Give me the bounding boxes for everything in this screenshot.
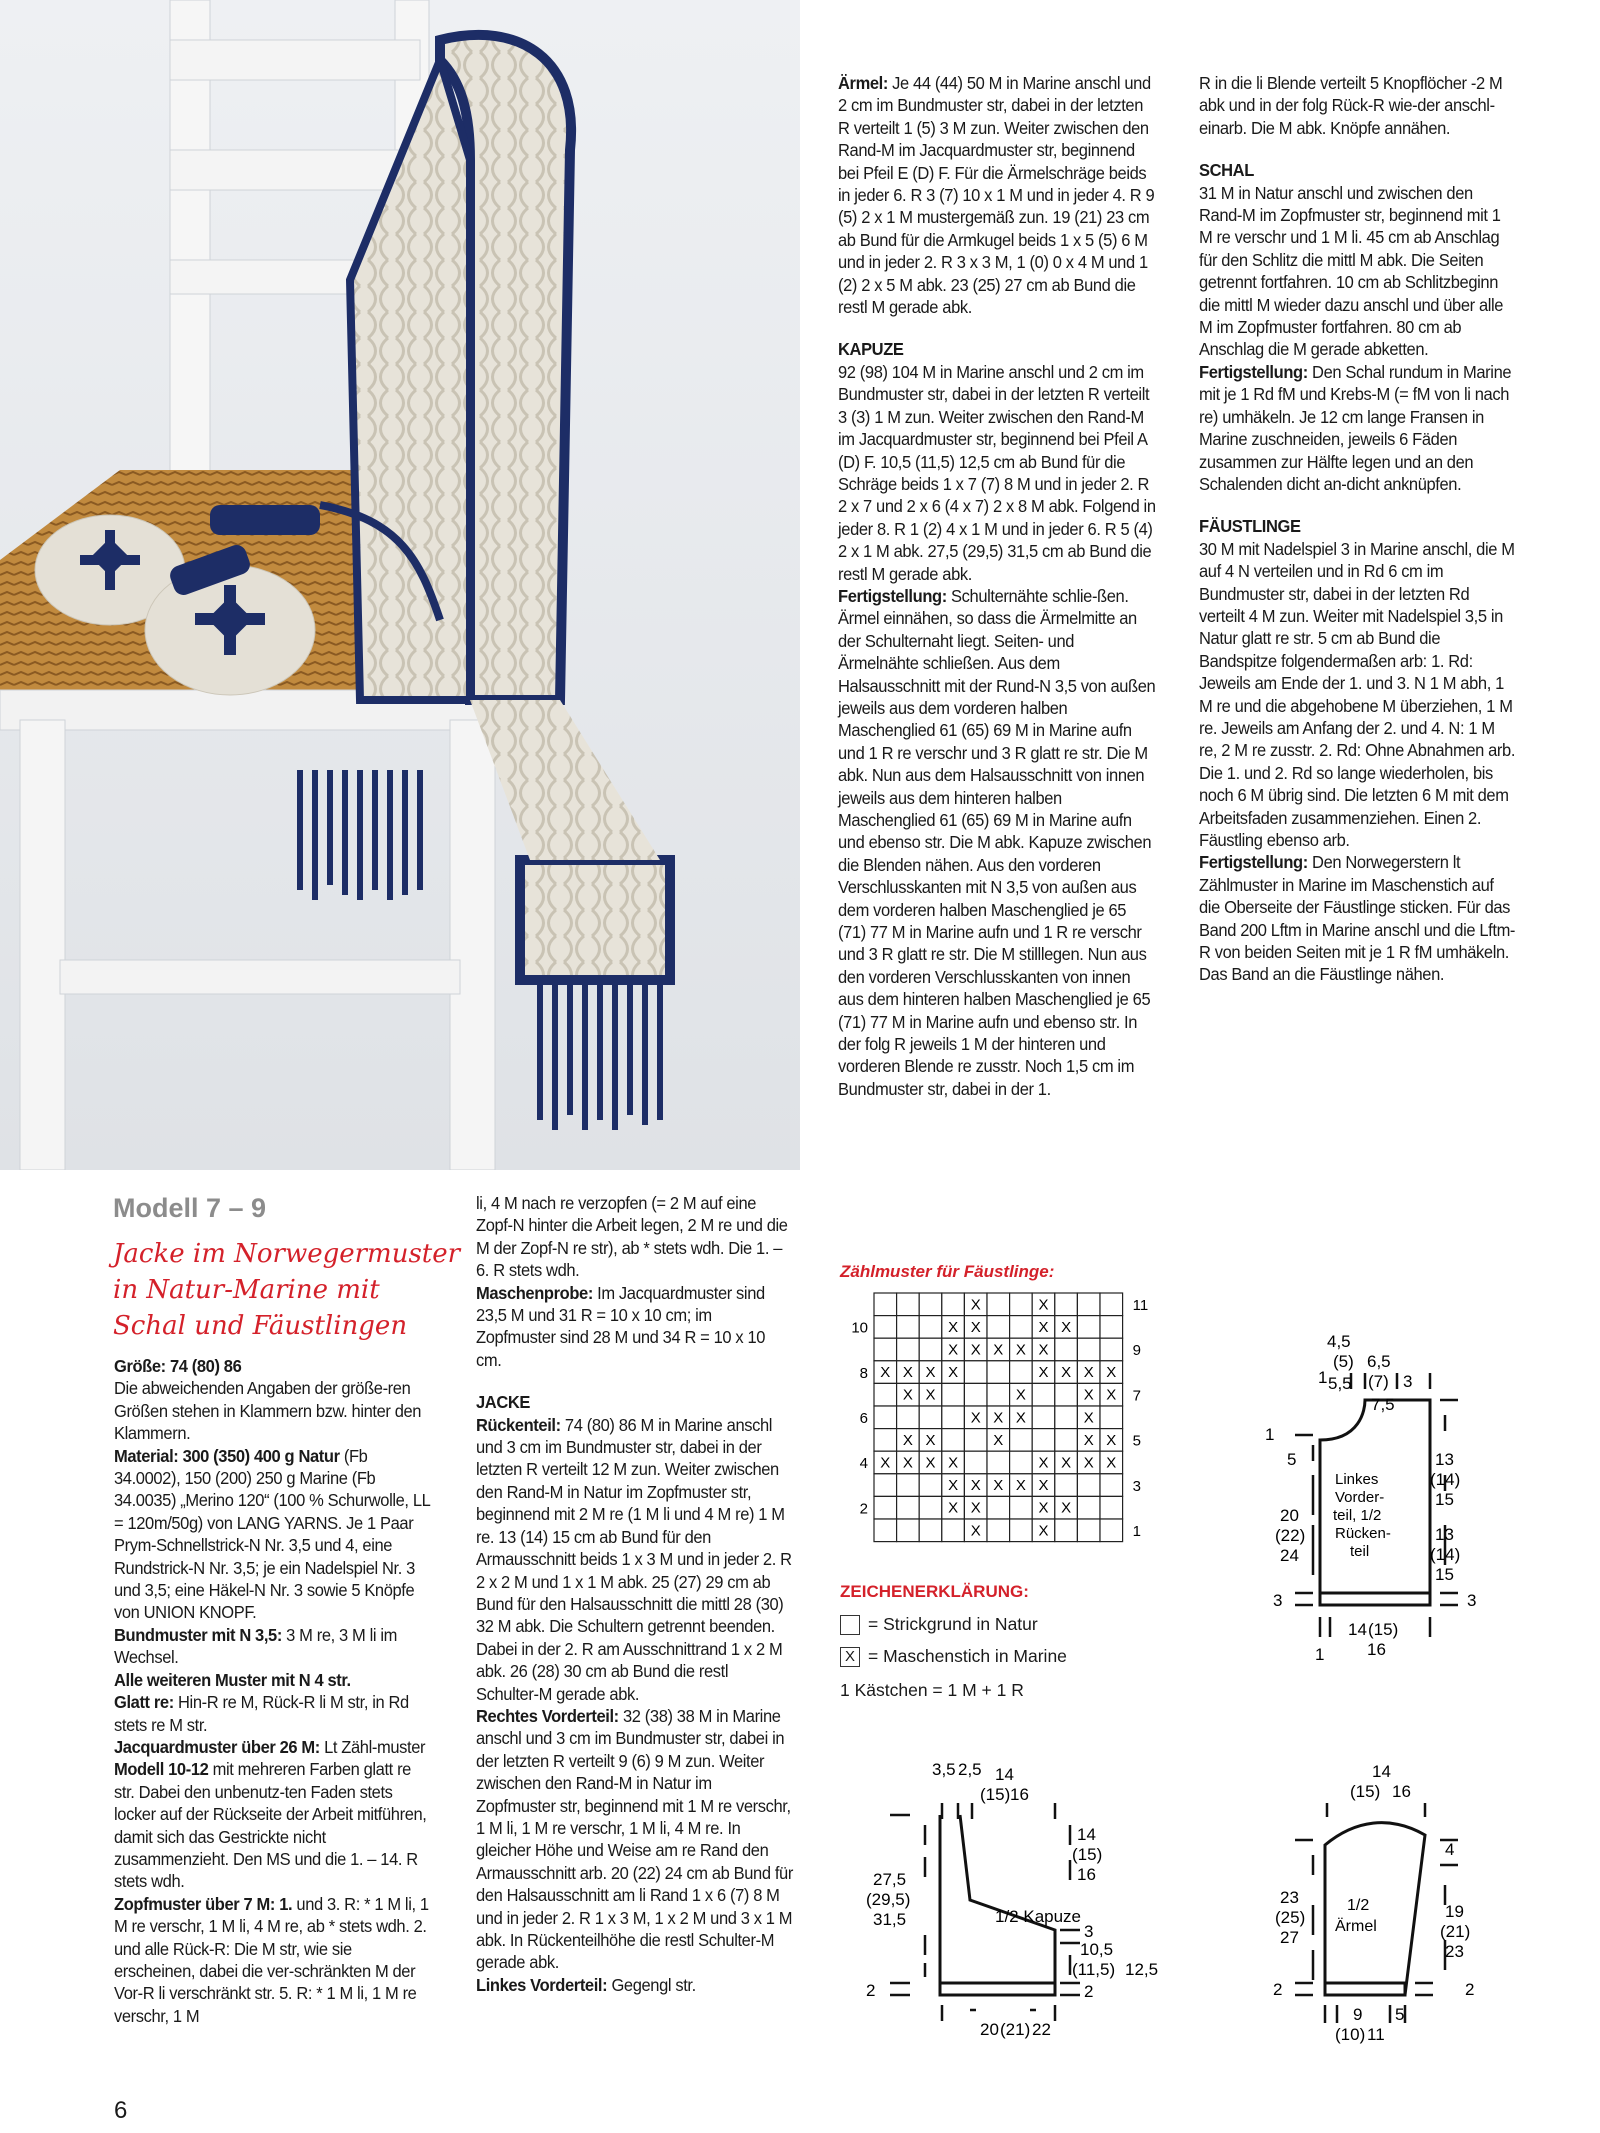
chart-mark: X: [1015, 1341, 1026, 1359]
kapuze-dim: 2: [1084, 1982, 1094, 2001]
chart-cell: [1100, 1316, 1123, 1339]
chart-cell: [874, 1316, 897, 1339]
chart-cell: [1032, 1383, 1055, 1406]
groesse-text: Die abweichenden Angaben der größe-ren Größen stehen in Klammern bzw. hinter den Klammern.: [114, 1378, 422, 1444]
kapuze-dim: 20: [980, 2020, 999, 2039]
vorderteil-dim: 7,5: [1371, 1395, 1395, 1414]
schal-fertigstellung-label: Fertigstellung:: [1199, 361, 1308, 382]
chart-row-label-right: 1: [1132, 1522, 1141, 1540]
legend-blank-swatch: [840, 1615, 860, 1635]
kapuze-dim: 10,5: [1080, 1940, 1114, 1959]
faeustlinge-fertigstellung-text: Den Norwegerstern lt Zählmuster in Marine im Maschenstich auf die Oberseite der Fäustlinge sticken. Für das Band 200 Lftm in Marine anschl und die Lftm-R von beiden Seiten mit je 1 R fM umhäkeln. Das Band an die Fäustlinge nähen.: [1199, 852, 1516, 985]
kapuze-dim: 27,5: [873, 1870, 907, 1889]
chart-cell: [1100, 1519, 1123, 1542]
chart-cell: [874, 1519, 897, 1542]
aermel-dim: 14: [1372, 1762, 1391, 1781]
aermel-dim: 27: [1280, 1928, 1299, 1947]
chart-cell: [897, 1406, 920, 1429]
legend-blank-text: = Strickgrund in Natur: [868, 1614, 1038, 1634]
chart-mark: X: [1083, 1431, 1094, 1449]
vorderteil-dim: 3: [1273, 1591, 1283, 1610]
kapuze-dim: 31,5: [873, 1910, 907, 1929]
chart-cell: [964, 1361, 987, 1384]
column-2: [476, 1192, 794, 1996]
glatt-text: Hin-R re M, Rück-R li M str, in Rd stets re M str.: [114, 1692, 409, 1735]
chart-cell: [1055, 1406, 1078, 1429]
chart-cell: [919, 1338, 942, 1361]
bundmuster-text: 3 M re, 3 M li im Wechsel.: [114, 1624, 398, 1668]
jacquard-model-ref: Modell 10-12: [114, 1759, 209, 1780]
chart-cell: [1077, 1316, 1100, 1339]
jacquard-text: Lt Zähl-muster: [324, 1736, 426, 1757]
chart-cell: [964, 1383, 987, 1406]
maschenprobe-label: Maschenprobe:: [476, 1282, 593, 1303]
vorderteil-dim: 6,5: [1367, 1352, 1391, 1371]
vorderteil-dim: (14): [1430, 1470, 1461, 1489]
chart-row-label-right: 11: [1132, 1296, 1149, 1314]
legend-blank: [840, 1614, 1038, 1635]
chart-cell: [919, 1474, 942, 1497]
chart-mark: X: [1106, 1364, 1117, 1382]
faeustlinge-fertigstellung-label: Fertigstellung:: [1199, 852, 1308, 873]
aermel-label: 1/2: [1347, 1897, 1370, 1914]
section-kapuze: KAPUZE: [838, 339, 904, 360]
chart-mark: X: [1038, 1341, 1049, 1359]
vorderteil-dim: (7): [1368, 1372, 1389, 1391]
legend-x-text: = Maschenstich in Marine: [868, 1646, 1067, 1666]
chart-mark: X: [1038, 1454, 1049, 1472]
chart-mark: X: [1061, 1499, 1072, 1517]
chart-cell: [897, 1316, 920, 1339]
chart-mark: X: [1038, 1522, 1049, 1540]
chart-mark: X: [902, 1454, 913, 1472]
vorderteil-dim: 24: [1280, 1546, 1299, 1565]
column-3: [838, 72, 1156, 1100]
chart-mark: X: [948, 1477, 959, 1495]
aermel-band: [1325, 1983, 1405, 1995]
chart-cell: [942, 1406, 965, 1429]
chart-mark: X: [1083, 1454, 1094, 1472]
section-faeustlinge: FÄUSTLINGE: [1199, 516, 1301, 537]
chart-mark: X: [1083, 1364, 1094, 1382]
chart-mark: X: [970, 1499, 981, 1517]
chart-cell: [1100, 1293, 1123, 1316]
schematic-aermel: [1255, 1755, 1500, 2075]
chart-mark: X: [993, 1477, 1004, 1495]
chart-cell: [874, 1406, 897, 1429]
title-line: Schal und Fäustlingen: [113, 1311, 408, 1341]
chart-row-label-right: 5: [1132, 1432, 1141, 1450]
schematic-kapuze: [840, 1745, 1180, 2045]
model-number: Modell 7 – 9: [113, 1193, 267, 1223]
page-number: 6: [114, 2097, 128, 2124]
aermel-dim: 5: [1395, 2005, 1405, 2024]
aermel-dim: 4: [1445, 1840, 1455, 1859]
legend-x: [840, 1646, 1067, 1667]
chart-mark: X: [902, 1364, 913, 1382]
vorderteil-dim: (15): [1368, 1620, 1399, 1639]
chart-mark: X: [993, 1341, 1004, 1359]
chart-cell: [1100, 1496, 1123, 1519]
rueckenteil-label: Rückenteil:: [476, 1414, 561, 1435]
chart-cell: [1077, 1293, 1100, 1316]
aermel-dim: 9: [1353, 2005, 1363, 2024]
chart-cell: [1055, 1474, 1078, 1497]
vorderteil-dim: 1: [1318, 1368, 1328, 1387]
glatt-label: Glatt re:: [114, 1692, 174, 1713]
rueckenteil-text: 74 (80) 86 M in Marine anschl und 3 cm im Bundmuster str, dabei in der letzten R verteilt 12 M zun. Weiter zwischen den Rand-M in Natur im Zopfmuster str, beginnend mit 2 M re (1 M li und 4 M re) 1 M re. 13 (14) 15 cm ab Bund für den Armausschnitt beids 1 x 3 M und in jeder 2. R 2 x 2 M und 1 x 1 M abk. 25 (27) 29 cm ab Bund für den Halsausschnitt die mittl 28 (30) 32 M abk. Die Schultern getrennt beenden. Dabei in der 2. R am Ausschnittrand 1 x 2 M abk. 26 (28) 30 cm ab Bund die restl Schulter-M gerade abk.: [476, 1414, 792, 1704]
chart-mark: X: [925, 1431, 936, 1449]
chart-mark: X: [948, 1499, 959, 1517]
fertigstellung-text: Schulternähte schlie-ßen. Ärmel einnähen, so dass die Ärmelmitte an der Schulternaht liegt. Seiten- und Ärmelnähte schließen. Aus dem Halsausschnitt mit der Rund-N 3,5 von außen jeweils aus dem vorderen halben Maschenglied 61 (65) 69 M in Marine aufn und 1 R re verschr und 3 R glatt re str. Die M abk. Nun aus dem Halsausschnitt von innen jeweils aus dem hinteren halben Maschenglied 61 (65) 69 M in Marine aufn und ebenso str. Die M abk. Kapuze zwischen die Blenden nähen. Aus den vorderen Verschlusskanten mit N 3,5 von außen aus dem vorderen halben Maschenglied je 65 (71) 77 M in Marine aufn und 1 R re verschr und 3 R glatt re str. Die M stilllegen. Nun aus den vorderen Verschlusskanten von innen aus dem hinteren halben Maschenglied je 65 (71) 77 M in Marine aufn und ebenso str. In der folg R jeweils 1 M der hinteren und vorderen Blende re zusstr. Noch 1,5 cm im Bundmuster str, dabei in der 1.: [838, 585, 1156, 1099]
chart-cell: [1055, 1293, 1078, 1316]
jacquard-label: Jacquardmuster über 26 M:: [114, 1736, 320, 1757]
chart-row-label-left: 6: [859, 1409, 868, 1427]
vorderteil-dim: 15: [1435, 1565, 1454, 1584]
chart-row-label-left: 8: [859, 1364, 868, 1382]
kapuze-dim: 22: [1032, 2020, 1051, 2039]
chart-mark: X: [1106, 1386, 1117, 1404]
aermel-dim: 11: [1367, 2025, 1385, 2044]
chart-cell: [897, 1474, 920, 1497]
vorderteil-label: Linkes: [1335, 1471, 1379, 1488]
aermel-dim: (25): [1275, 1908, 1306, 1927]
chart-cell: [1010, 1293, 1033, 1316]
kapuze-dim: (21): [1000, 2020, 1031, 2039]
chart-cell: [1077, 1474, 1100, 1497]
product-photo: [0, 0, 800, 1170]
chart-cell: [964, 1451, 987, 1474]
vorderteil-dim: 16: [1367, 1640, 1386, 1659]
chart-row-label-left: 10: [851, 1319, 868, 1337]
chart-mark: X: [1038, 1364, 1049, 1382]
chart-mark: X: [993, 1409, 1004, 1427]
vorderteil-label: Vorder-: [1335, 1489, 1385, 1506]
kapuze-dim: 14: [1077, 1825, 1096, 1844]
chart-mark: X: [993, 1431, 1004, 1449]
aermel-outline: [1325, 1823, 1425, 1995]
vorderteil-label: teil: [1350, 1543, 1370, 1560]
legend-x-swatch: X: [840, 1647, 860, 1667]
schematic-vorderteil: [1255, 1325, 1500, 1695]
chart-title: Zählmuster für Fäustlinge:: [840, 1262, 1055, 1281]
chart-mark: X: [970, 1522, 981, 1540]
chart-cell: [942, 1519, 965, 1542]
chart-cell: [874, 1293, 897, 1316]
chart-cell: [964, 1429, 987, 1452]
chart-cell: [874, 1474, 897, 1497]
rechtes-vorderteil-label: Rechtes Vorderteil:: [476, 1705, 619, 1726]
kapuze-dim: (29,5): [866, 1890, 911, 1909]
kapuze-dim: 16: [1077, 1865, 1096, 1884]
chart-mark: X: [970, 1409, 981, 1427]
chart-cell: [874, 1429, 897, 1452]
kapuze-outline: [940, 1815, 1055, 1995]
legend-note: 1 Kästchen = 1 M + 1 R: [840, 1680, 1024, 1700]
chart-mark: X: [1083, 1386, 1094, 1404]
legend-title: ZEICHENERKLÄRUNG:: [840, 1582, 1029, 1601]
title-line: Jacke im Norwegermuster: [113, 1239, 461, 1269]
chart-cell: [987, 1293, 1010, 1316]
schal-fertigstellung-text: Den Schal rundum in Marine mit je 1 Rd fM und Krebs-M (= fM von li nach re) umhäkeln. Je 12 cm lange Fransen in Marine zuschneiden, jeweils 6 Fäden zusammen zur Hälfte legen und an den Schalenden dicht an-dicht anknüpfen.: [1199, 361, 1512, 494]
chart-cell: [1055, 1519, 1078, 1542]
chart-cell: [919, 1316, 942, 1339]
chart-mark: X: [1015, 1409, 1026, 1427]
faeustlinge-text: 30 M mit Nadelspiel 3 in Marine anschl, die M auf 4 N verteilen und in Rd 6 cm im Bundmuster str, dabei in der letzten Rd verteilt 4 M zun. Weiter mit Nadelspiel 3,5 in Natur glatt re str. 5 cm ab Bund die Bandspitze folgendermaßen arb: 1. Rd: Jeweils am Ende der 1. und 3. N 1 M abh, 1 M re und die abgehobene M überziehen, 1 M re. Jeweils am Anfang der 2. und 4. N: 1 M re, 2 M re zusstr. 2. Rd: Ohne Abnahmen arb. Die 1. und 2. Rd so lange wiederholen, bis noch 6 M übrig sind. Die letzten 6 M mit dem Arbeitsfaden zusammenziehen. Einen 2. Fäustling ebenso arb.: [1199, 538, 1516, 850]
chart-cell: [1010, 1451, 1033, 1474]
chart-mark: X: [970, 1341, 981, 1359]
kapuze-dim: 14: [995, 1765, 1014, 1784]
section-jacke: JACKE: [476, 1392, 531, 1413]
chart-mark: X: [902, 1431, 913, 1449]
kapuze-band: [940, 1983, 1055, 1995]
chart-mark: X: [1106, 1431, 1117, 1449]
chart-cell: [942, 1429, 965, 1452]
chart-mark: X: [1061, 1454, 1072, 1472]
chart-cell: [874, 1383, 897, 1406]
chart-mark: X: [1038, 1477, 1049, 1495]
chart-cell: [987, 1451, 1010, 1474]
chart-mark: X: [880, 1364, 891, 1382]
chart-mark: X: [1106, 1454, 1117, 1472]
vorderteil-dim: 13: [1435, 1525, 1454, 1544]
vorderteil-dim: 3: [1467, 1591, 1477, 1610]
chart-cell: [919, 1293, 942, 1316]
aermel-dim: 23: [1445, 1942, 1464, 1961]
chart-mark: X: [925, 1454, 936, 1472]
chart-mark: X: [948, 1341, 959, 1359]
chart-mark: X: [1015, 1477, 1026, 1495]
chart-cell: [1077, 1519, 1100, 1542]
weitere-muster: Alle weiteren Muster mit N 4 str.: [114, 1669, 351, 1690]
maschenprobe-text: Im Jacquardmuster sind 23,5 M und 31 R = 10 x 10 cm; im Zopfmuster sind 28 M und 34 R = 10 x 10 cm.: [476, 1282, 766, 1370]
kapuze-dim: 3: [1084, 1922, 1094, 1941]
material-text: (Fb 34.0002), 150 (200) 250 g Marine (Fb 34.0035) „Merino 120“ (100 % Schurwolle, LL = 120m/50g) von LANG YARNS. Je 1 Paar Prym-Schnellstrick-N Nr. 3,5 und 4, eine Rundstrick-N Nr. 3,5; je ein Nadelspiel Nr. 3 und 3,5; eine Häkel-N Nr. 3 sowie 5 Knöpfe von UNION KNOPF.: [114, 1445, 430, 1623]
vorderteil-dim: 4,5: [1327, 1332, 1351, 1351]
chart-grid: [874, 1293, 1123, 1542]
zopfmuster-label: Zopfmuster über 7 M: 1.: [114, 1893, 293, 1914]
chart-cell: [1077, 1338, 1100, 1361]
chart-mark: X: [925, 1386, 936, 1404]
vorderteil-dim: 13: [1435, 1450, 1454, 1469]
zopfmuster-continued: li, 4 M nach re verzopfen (= 2 M auf eine Zopf-N hinter die Arbeit legen, 2 M re und die M der Zopf-N re str), ab * stets wdh. Die 1. – 6. R stets wdh.: [476, 1193, 788, 1281]
rechtes-vorderteil-text: 32 (38) 38 M in Marine anschl und 3 cm im Bundmuster str, dabei in der letzten R verteilt 9 (6) 9 M zun. Weiter zwischen den Rand-M in Natur im Zopfmuster str, beginnend mit 1 M re verschr, 1 M li, 1 M re verschr, 1 M li, 4 M re. In gleicher Höhe und Weise am re Rand den Armausschnitt arb. 20 (22) 24 cm ab Bund für den Halsausschnitt am li Rand 1 x 6 (7) 8 M und in jeder 2. R 1 x 3 M, 1 x 2 M und 3 x 1 M abk. In Rückenteilhöhe die restl Schulter-M gerade abk.: [476, 1705, 793, 1973]
chart-cell: [1077, 1496, 1100, 1519]
kapuze-label: 1/2 Kapuze: [995, 1907, 1082, 1926]
vorderteil-dim: 5: [1287, 1450, 1297, 1469]
vorderteil-dim: (5): [1333, 1352, 1354, 1371]
column-4-continued: R in die li Blende verteilt 5 Knopflöcher -2 M abk und in der folg Rück-R wie-der anschl- einarb. Die M abk. Knöpfe annähen.: [1199, 73, 1503, 138]
kapuze-text: 92 (98) 104 M in Marine anschl und 2 cm im Bundmuster str, dabei in der letzten R verteilt 3 (3) 1 M zun. Weiter zwischen den Rand-M im Jacquardmuster str, beginnend bei Pfeil A (D) F. 10,5 (11,5) 12,5 cm ab Bund für die Schräge beids 1 x 7 (7) 8 M und in jeder 2. R 2 x 7 und 2 x 6 (4 x 7) 2 x 8 M abk. Folgend in jeder 8. R 1 (2) 4 x 1 M und in jeder 6. R 5 (4) 2 x 1 M abk. 27,5 (29,5) 31,5 cm ab Bund die restl M gerade abk.: [838, 361, 1156, 584]
kapuze-dim: (11,5): [1072, 1960, 1116, 1979]
vorderteil-dim: 5,5: [1328, 1374, 1352, 1393]
chart-cell: [1100, 1406, 1123, 1429]
aermel-dim: (21): [1440, 1922, 1471, 1941]
aermel-label: Ärmel: [1335, 1918, 1377, 1935]
chart-cell: [1010, 1316, 1033, 1339]
chart-cell: [897, 1496, 920, 1519]
chart-cell: [987, 1496, 1010, 1519]
material-label: Material: 300 (350) 400 g Natur: [114, 1445, 340, 1466]
fertigstellung-label: Fertigstellung:: [838, 585, 947, 606]
linkes-vorderteil-text: Gegengl str.: [611, 1974, 696, 1995]
chart-cell: [1032, 1429, 1055, 1452]
chart-cell: [897, 1293, 920, 1316]
aermel-dim: 23: [1280, 1888, 1299, 1907]
chart-cell: [1055, 1383, 1078, 1406]
chart-mark: X: [948, 1454, 959, 1472]
vorderteil-dim: 1: [1265, 1425, 1275, 1444]
chart-cell: [987, 1361, 1010, 1384]
chart-cell: [874, 1496, 897, 1519]
aermel-dim: (10): [1335, 2025, 1366, 2044]
chart-mark: X: [925, 1364, 936, 1382]
chart-mark: X: [970, 1296, 981, 1314]
chart-row-label-right: 7: [1132, 1387, 1141, 1405]
chart-mark: X: [948, 1318, 959, 1336]
chart-cell: [1055, 1338, 1078, 1361]
aermel-dim: 19: [1445, 1902, 1464, 1921]
chart-mark: X: [1061, 1318, 1072, 1336]
chart-cell: [1100, 1338, 1123, 1361]
vorderteil-dim: (22): [1275, 1526, 1306, 1545]
section-schal: SCHAL: [1199, 160, 1254, 181]
photo-illustration: [0, 0, 800, 1170]
chart-mark: X: [970, 1318, 981, 1336]
aermel-dim: (15): [1350, 1782, 1381, 1801]
chart-cell: [897, 1519, 920, 1542]
aermel-dim: 2: [1465, 1980, 1475, 1999]
chart-row-label-left: 2: [859, 1500, 868, 1518]
chart-cell: [919, 1406, 942, 1429]
chart-row-label-right: 9: [1132, 1342, 1141, 1360]
kapuze-dim: 16: [1010, 1785, 1029, 1804]
chart-cell: [1055, 1429, 1078, 1452]
chart-cell: [1032, 1406, 1055, 1429]
vorderteil-dim: 14: [1348, 1620, 1367, 1639]
aermel-text: Je 44 (44) 50 M in Marine anschl und 2 cm im Bundmuster str, dabei in der letzten R verteilt 1 (5) 3 M zun. Weiter zwischen den Rand-M im Jacquardmuster str, beginnend bei Pfeil E (D) F. Für die Ärmelschräge beids in jeder 6. R 3 (7) 10 x 1 M und in jeder 4. R 9 (5) 2 x 1 M mustergemäß zun. 19 (21) 23 cm ab Bund für die Armkugel beids 1 x 5 (5) 6 M und in jeder 2. R 3 x 3 M, 1 (0) 0 x 4 M und 1 (2) 2 x 5 M abk. 23 (25) 27 cm ab Bund die restl M gerade abk.: [838, 73, 1155, 318]
chart-cell: [919, 1519, 942, 1542]
chart-cell: [1010, 1496, 1033, 1519]
vorderteil-dim: 20: [1280, 1506, 1299, 1525]
linkes-vorderteil-label: Linkes Vorderteil:: [476, 1974, 608, 1995]
title-line: in Natur-Marine mit: [113, 1275, 380, 1305]
chart-mark: X: [1083, 1409, 1094, 1427]
chart-cell: [1010, 1429, 1033, 1452]
chart-mark: X: [880, 1454, 891, 1472]
vorderteil-label: teil, 1/2: [1333, 1507, 1382, 1524]
model-title: [113, 1236, 473, 1344]
schal-text: 31 M in Natur anschl und zwischen den Rand-M im Zopfmuster str, beginnend mit 1 M re verschr und 1 M li. 45 cm ab Anschlag für den Schlitz die mittl M abk. Die Seiten getrennt fortfahren. 10 cm ab Schlitzbeginn die mittl M wieder dazu anschl und über alle M im Zopfmuster fortfahren. 80 cm ab Anschlag die M gerade abketten.: [1199, 182, 1504, 360]
knitting-chart: [836, 1285, 1166, 1545]
chart-cell: [1100, 1474, 1123, 1497]
chart-row-label-right: 3: [1132, 1477, 1141, 1495]
aermel-label: Ärmel:: [838, 73, 888, 93]
vorderteil-dim: (14): [1430, 1545, 1461, 1564]
vorderteil-dim: 3: [1403, 1372, 1413, 1391]
chart-cell: [1010, 1361, 1033, 1384]
chart-mark: X: [1015, 1386, 1026, 1404]
groesse-heading: Größe: 74 (80) 86: [114, 1356, 242, 1376]
jacquard-text-2: mit mehreren Farben glatt re str. Dabei den unbenutz-ten Faden stets locker auf der Rückseite der Arbeit mitführen, damit sich das Gestrickte nicht zusammenzieht. Den MS und die 1. – 14. R stets wdh.: [114, 1759, 427, 1892]
chart-cell: [987, 1383, 1010, 1406]
chart-row-label-left: 4: [859, 1455, 868, 1473]
kapuze-dim: (15): [1072, 1845, 1103, 1864]
column-4: [1199, 72, 1517, 986]
chart-mark: X: [1038, 1318, 1049, 1336]
chart-cell: [987, 1519, 1010, 1542]
chart-cell: [897, 1338, 920, 1361]
chart-cell: [919, 1496, 942, 1519]
vorderteil-band: [1320, 1593, 1430, 1605]
kapuze-dim: 2,5: [958, 1760, 982, 1779]
chart-mark: X: [902, 1386, 913, 1404]
column-1: [114, 1355, 432, 2027]
chart-cell: [1010, 1519, 1033, 1542]
chart-cell: [874, 1338, 897, 1361]
zopfmuster-text: und 3. R: * 1 M li, 1 M re verschr, 1 M li, 4 M re, ab * stets wdh. 2. und alle Rück-R: Die M str, wie sie erscheinen, dabei die ver-schränkten M der Vor-R li verschränkt str. 5. R: * 1 M li, 1 M re verschr, 1 M: [114, 1893, 429, 2026]
chart-mark: X: [1061, 1364, 1072, 1382]
kapuze-dim: 2: [866, 1981, 876, 2000]
aermel-dim: 16: [1392, 1782, 1411, 1801]
vorderteil-label: Rücken-: [1335, 1525, 1391, 1542]
chart-cell: [987, 1316, 1010, 1339]
kapuze-dim: 3,5: [932, 1760, 956, 1779]
chart-mark: X: [948, 1364, 959, 1382]
chart-mark: X: [970, 1477, 981, 1495]
vorderteil-dim: 15: [1435, 1490, 1454, 1509]
chart-cell: [942, 1383, 965, 1406]
chart-mark: X: [1038, 1296, 1049, 1314]
bundmuster-label: Bundmuster mit N 3,5:: [114, 1624, 282, 1645]
aermel-dim: 2: [1273, 1980, 1283, 1999]
kapuze-dim: 12,5: [1125, 1960, 1159, 1979]
vorderteil-dim: 1: [1315, 1645, 1325, 1664]
chart-cell: [942, 1293, 965, 1316]
chart-mark: X: [1038, 1499, 1049, 1517]
kapuze-dim: (15): [980, 1785, 1011, 1804]
